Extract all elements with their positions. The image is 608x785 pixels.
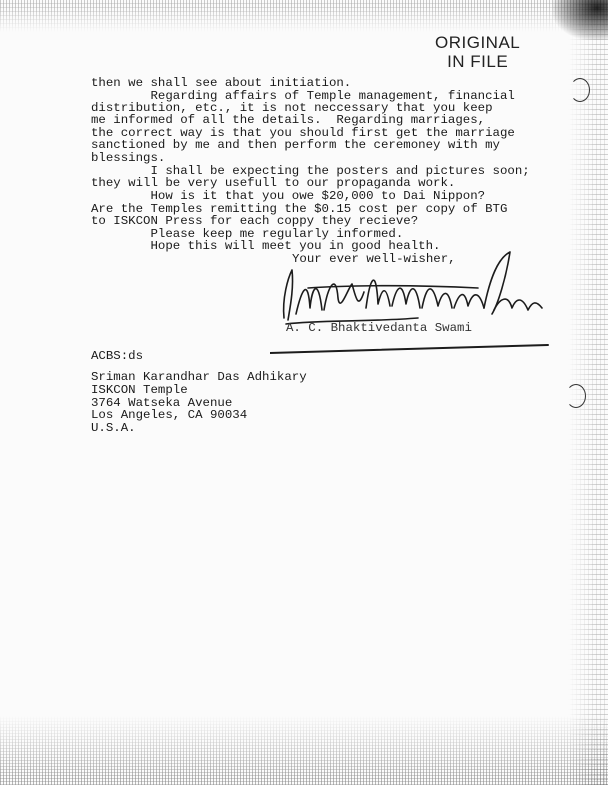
body-line: blessings.: [91, 151, 166, 165]
body-line: me informed of all the details. Regarding marriages,: [91, 113, 486, 127]
address-line: Los Angeles, CA 90034: [91, 408, 248, 422]
original-in-file-stamp: [435, 33, 520, 71]
body-line: distribution, etc., it is not neccessary that you keep: [91, 101, 493, 115]
stamp-line-in-file: IN FILE: [447, 52, 509, 71]
body-line: Are the Temples remitting the $0.15 cost per copy of BTG: [91, 202, 508, 216]
address-line: Sriman Karandhar Das Adhikary: [91, 370, 307, 384]
body-line: to ISKCON Press for each coppy they recieve?: [91, 214, 419, 228]
punch-hole-mark-middle: [566, 384, 586, 408]
address-line: U.S.A.: [91, 421, 136, 435]
body-line: sanctioned by me and then perform the ceremoney with my: [91, 138, 500, 152]
scan-blot-top-right: [553, 0, 608, 40]
reference-initials: ACBS:ds: [91, 349, 144, 363]
body-line: Regarding affairs of Temple management, financial: [91, 89, 515, 103]
body-line: they will be very usefull to our propaganda work.: [91, 176, 456, 190]
punch-hole-mark-upper: [570, 78, 590, 102]
closing-salutation: Your ever well-wisher,: [292, 252, 456, 266]
scan-noise-bottom: [0, 715, 608, 785]
body-line: Hope this will meet you in good health.: [91, 239, 441, 253]
typed-signature-name: A. C. Bhaktivedanta Swami: [286, 321, 472, 335]
stamp-line-original: ORIGINAL: [435, 33, 521, 52]
scan-noise-top: [0, 0, 608, 32]
body-line: I shall be expecting the posters and pictures soon;: [91, 164, 530, 178]
address-line: 3764 Watseka Avenue: [91, 396, 233, 410]
body-line: the correct way is that you should first get the marriage: [91, 126, 515, 140]
signature-underline-stroke: [270, 343, 550, 357]
body-line: How is it that you owe $20,000 to Dai Nippon?: [91, 189, 486, 203]
address-line: ISKCON Temple: [91, 383, 188, 397]
body-line: Please keep me regularly informed.: [91, 227, 404, 241]
body-line: then we shall see about initiation.: [91, 76, 352, 90]
